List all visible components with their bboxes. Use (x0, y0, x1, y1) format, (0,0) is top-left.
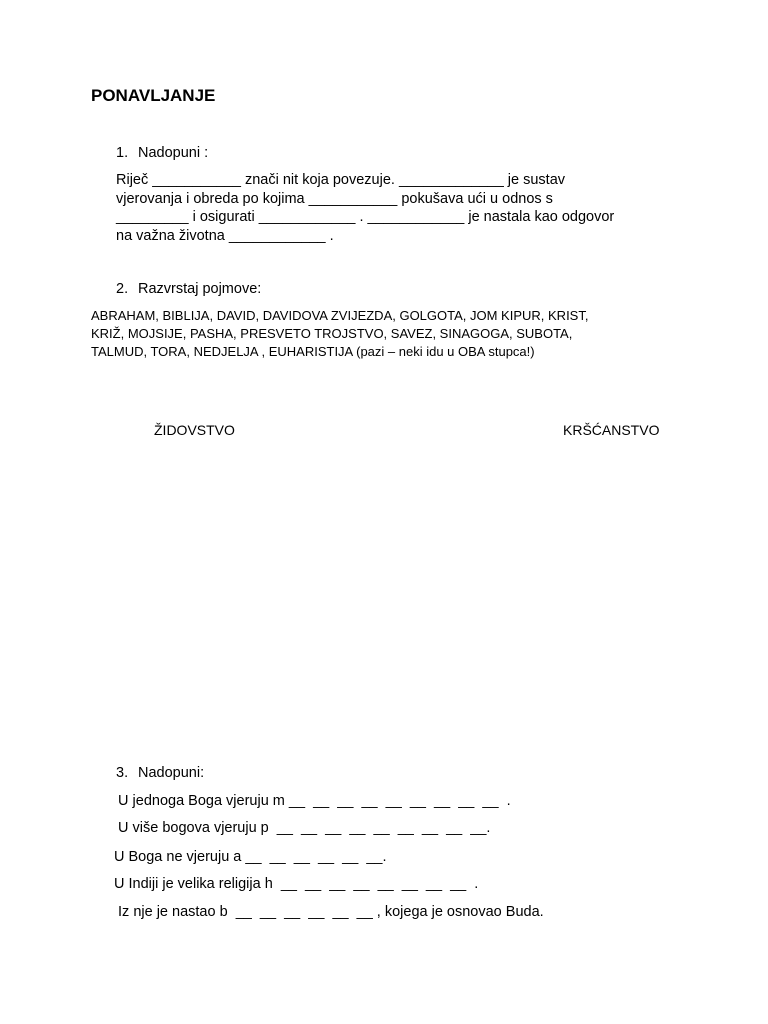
section-2-number: 2. (116, 281, 129, 297)
fill-in-line: U jednoga Boga vjeruju m __ __ __ __ __ __ __ __ __ . (114, 793, 511, 809)
section-3-heading (116, 765, 204, 781)
section-1-text (116, 171, 676, 245)
fill-in-line: U više bogova vjeruju p __ __ __ __ __ __ __ __ __. (114, 820, 491, 836)
section-3-title: Nadopuni: (138, 765, 205, 781)
section-1-line: _________ i osigurati ____________ . ____________ je nastala kao odgovor (116, 209, 615, 225)
section-1-line: Riječ ___________ znači nit koja povezuje. _____________ je sustav (116, 172, 566, 188)
column-heading-zidovstvo: ŽIDOVSTVO (154, 422, 235, 438)
section-1-line: na važna životna ____________ . (116, 227, 334, 244)
section-2-title: Razvrstaj pojmove: (138, 281, 262, 297)
section-2-heading (116, 281, 261, 297)
section-1-title: Nadopuni : (138, 145, 209, 161)
section-1-number: 1. (116, 145, 129, 161)
fill-in-line: U Boga ne vjeruju a __ __ __ __ __ __. (114, 849, 387, 865)
column-heading-krscanstvo: KRŠĆANSTVO (563, 422, 660, 438)
terms-line: TALMUD, TORA, NEDJELJA , EUHARISTIJA (pazi – neki idu u OBA stupca!) (91, 344, 535, 359)
terms-list (91, 307, 691, 361)
fill-in-line: Iz nje je nastao b __ __ __ __ __ __ , kojega je osnovao Buda. (114, 904, 544, 920)
section-1-line: vjerovanja i obreda po kojima ___________ pokušava ući u odnos s (116, 190, 553, 207)
terms-line: ABRAHAM, BIBLIJA, DAVID, DAVIDOVA ZVIJEZDA, GOLGOTA, JOM KIPUR, KRIST, (91, 308, 589, 323)
terms-line: KRIŽ, MOJSIJE, PASHA, PRESVETO TROJSTVO, SAVEZ, SINAGOGA, SUBOTA, (91, 326, 573, 341)
fill-in-line: U Indiji je velika religija h __ __ __ __ __ __ __ __ . (114, 876, 479, 892)
section-1-heading (116, 145, 208, 161)
page-title: PONAVLJANJE (91, 86, 216, 105)
section-3-number: 3. (116, 765, 129, 781)
